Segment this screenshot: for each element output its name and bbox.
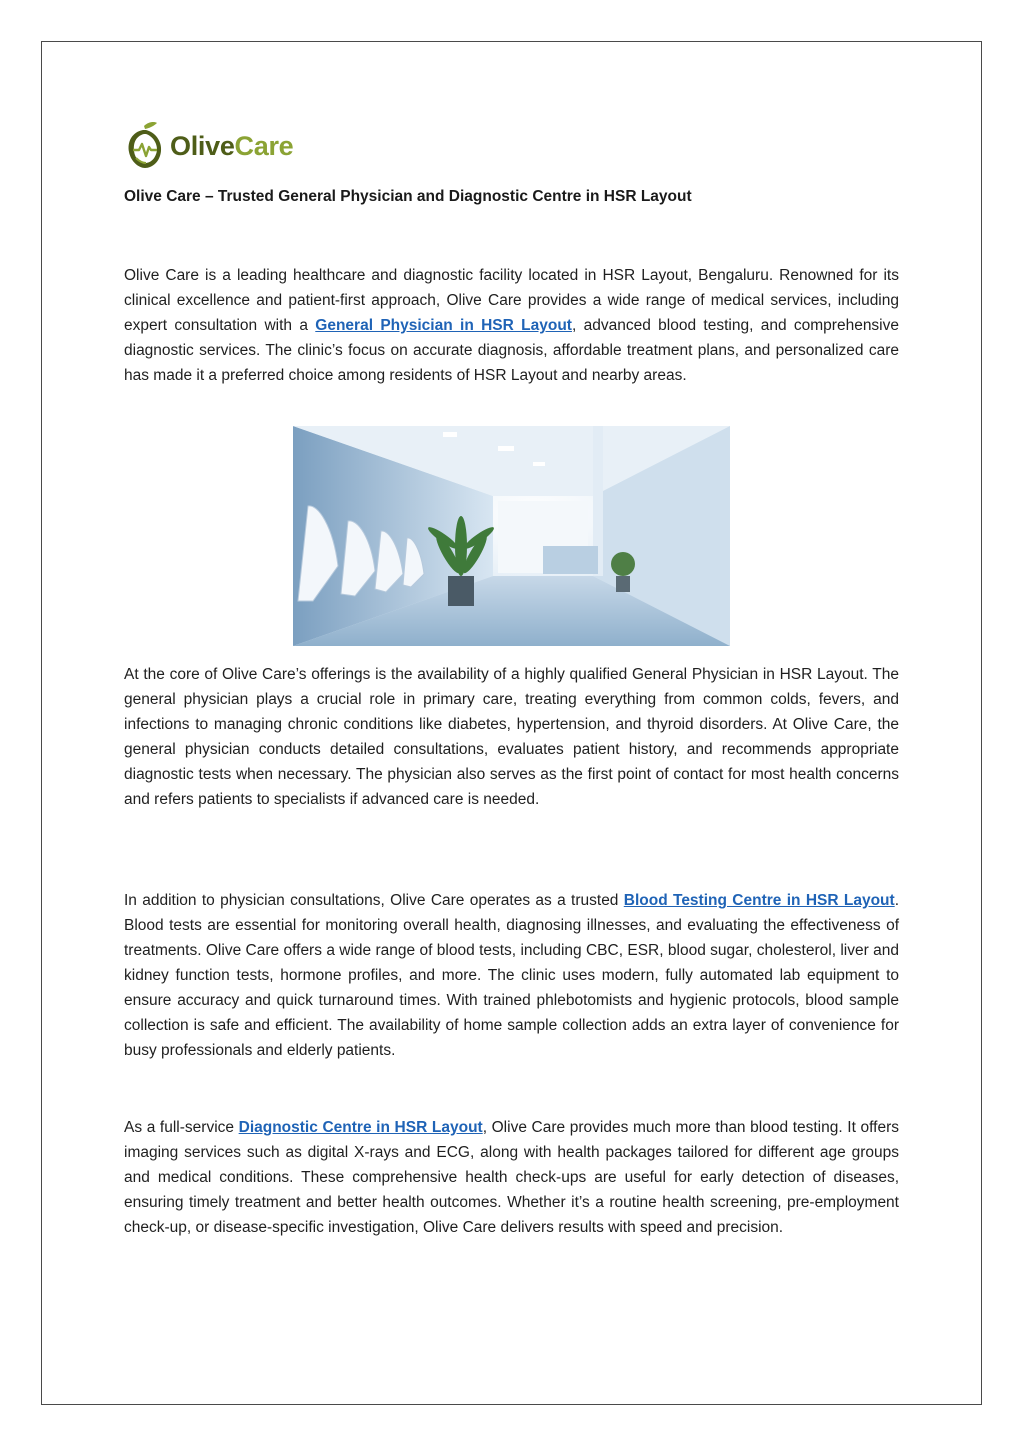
general-physician-link[interactable]: General Physician in HSR Layout <box>315 317 572 334</box>
logo-word-olive: Olive <box>170 130 235 161</box>
intro-text-after: , advanced blood testing, and comprehensive diagnostic services. The clinic’s focus on accurate diagnosis, affordable treatment plans, and personalized care has made it a preferred choice among residents of HSR Layout and nearby areas. <box>124 317 899 384</box>
document-title: Olive Care – Trusted General Physician and Diagnostic Centre in HSR Layout <box>124 188 692 205</box>
blood-testing-centre-link[interactable]: Blood Testing Centre in HSR Layout <box>623 892 895 909</box>
olive-leaf-heartbeat-icon <box>124 120 164 172</box>
blood-testing-paragraph <box>124 888 899 1063</box>
logo-word-care: Care <box>234 130 294 161</box>
diagnostic-text-after: , Olive Care provides much more than blood testing. It offers imaging services such as digital X-rays and ECG, along with health packages tailored for different age groups and medical conditions. These comprehensive health check-ups are useful for early detection of diseases, ensuring timely treatment and better health outcomes. Whether it’s a routine health screening, pre-employment check-up, or disease-specific investigation, Olive Care delivers results with speed and precision. <box>124 1119 899 1236</box>
diagnostic-centre-link[interactable]: Diagnostic Centre in HSR Layout <box>238 1119 483 1136</box>
clinic-hallway-photo <box>293 426 730 646</box>
logo-wordmark <box>170 131 293 162</box>
intro-text-before: Olive Care is a leading healthcare and diagnostic facility located in HSR Layout, Bengaluru. Renowned for its clinical excellence and patient-first approach, Olive Care provides a wide range of medical services, including expert consultation with a <box>124 267 899 334</box>
diagnostic-text-before: As a full-service <box>124 1119 239 1136</box>
olivecare-logo[interactable] <box>124 120 293 172</box>
blood-text-after: . Blood tests are essential for monitoring overall health, diagnosing illnesses, and evaluating the effectiveness of treatments. Olive Care offers a wide range of blood tests, including CBC, ESR, blood sugar, cholesterol, liver and kidney function tests, hormone profiles, and more. The clinic uses modern, fully automated lab equipment to ensure accuracy and quick turnaround times. With trained phlebotomists and hygienic protocols, blood sample collection is safe and efficient. The availability of home sample collection adds an extra layer of convenience for busy professionals and elderly patients. <box>124 892 899 1059</box>
diagnostic-paragraph <box>124 1115 899 1240</box>
blood-text-before: In addition to physician consultations, Olive Care operates as a trusted <box>124 892 624 909</box>
intro-paragraph <box>124 263 899 388</box>
physician-paragraph: At the core of Olive Care’s offerings is the availability of a highly qualified General Physician in HSR Layout. The general physician plays a crucial role in primary care, treating everything from common colds, fevers, and infections to managing chronic conditions like diabetes, hypertension, and thyroid disorders. At Olive Care, the general physician conducts detailed consultations, evaluates patient history, and recommends appropriate diagnostic tests when necessary. The physician also serves as the first point of contact for most health concerns and refers patients to specialists if advanced care is needed. <box>124 666 899 808</box>
